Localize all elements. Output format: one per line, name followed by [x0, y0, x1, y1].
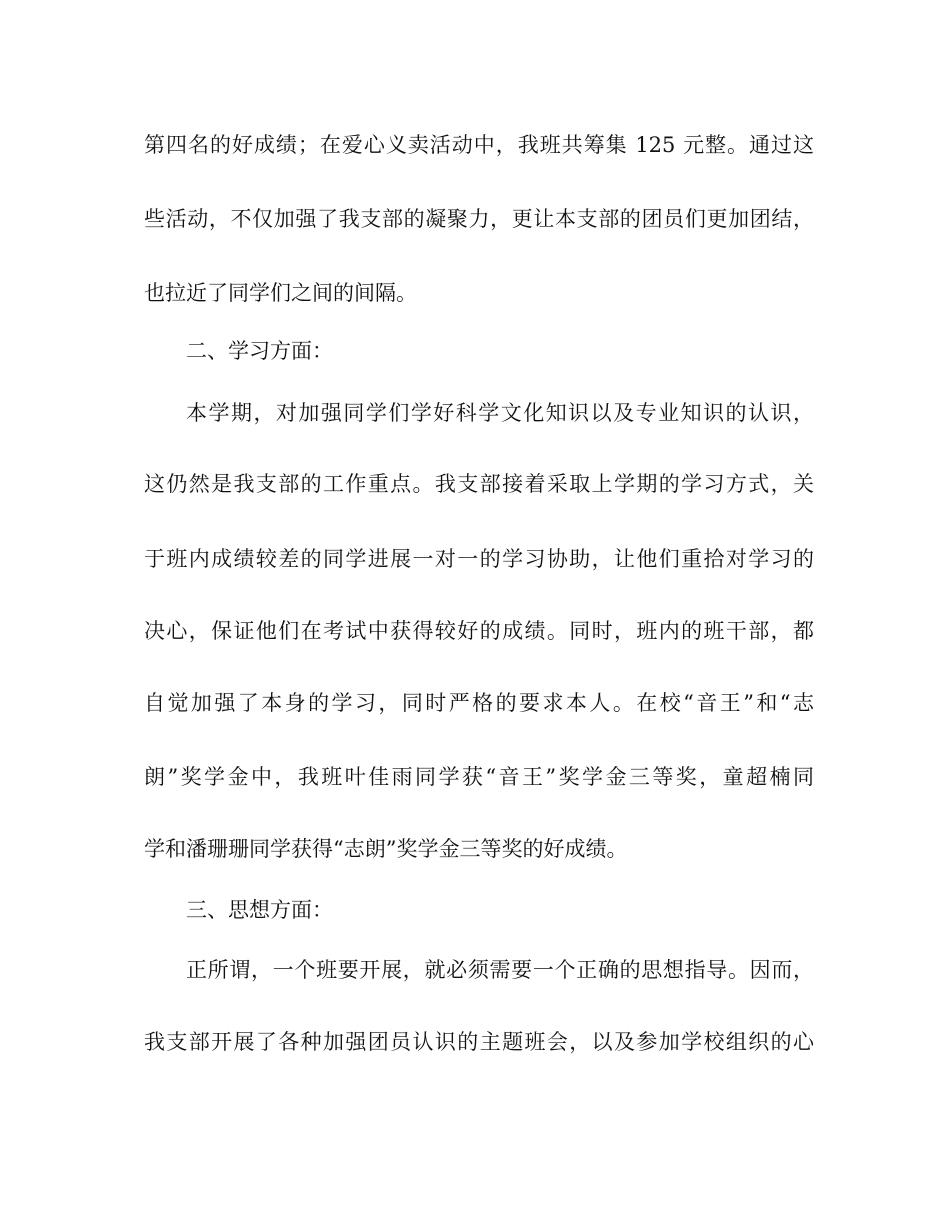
text-line-13: 正所谓，一个班要开展，就必须需要一个正确的思想指导。因而，	[186, 958, 814, 982]
text-line-8: 决心，保证他们在考试中获得较好的成绩。同时，班内的班干部，都	[144, 619, 814, 643]
text-line-6: 这仍然是我支部的工作重点。我支部接着采取上学期的学习方式，关	[144, 472, 814, 496]
section-heading-study: 二、学习方面：	[186, 339, 333, 363]
text-line-1: 第四名的好成绩；在爱心义卖活动中，我班共筹集 125 元整。通过这	[144, 133, 814, 157]
text-line-5: 本学期，对加强同学们学好科学文化知识以及专业知识的认识，	[186, 401, 814, 425]
text-line-14: 我支部开展了各种加强团员认识的主题班会，以及参加学校组织的心	[144, 1030, 814, 1054]
text-line-3: 也拉近了同学们之间的间隔。	[144, 281, 417, 305]
section-heading-thought: 三、思想方面：	[186, 898, 333, 922]
text-line-10: 朗”奖学金中，我班叶佳雨同学获“音王”奖学金三等奖，童超楠同	[144, 765, 814, 789]
text-line-7: 于班内成绩较差的同学进展一对一的学习协助，让他们重拾对学习的	[144, 547, 814, 571]
text-line-2: 些活动，不仅加强了我支部的凝聚力，更让本支部的团员们更加团结，	[144, 207, 814, 231]
text-line-11: 学和潘珊珊同学获得“志朗”奖学金三等奖的好成绩。	[144, 837, 628, 861]
text-line-9: 自觉加强了本身的学习，同时严格的要求本人。在校“音王”和“志	[144, 691, 814, 715]
